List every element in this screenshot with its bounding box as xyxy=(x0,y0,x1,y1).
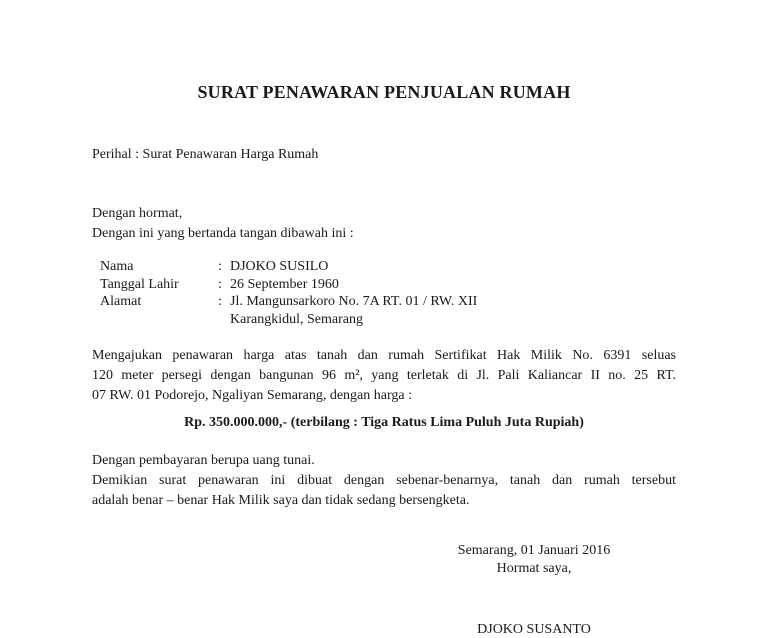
address-label: Alamat xyxy=(100,294,142,309)
offer-line-3: 07 RW. 01 Podorejo, Ngaliyan Semarang, dengan harga : xyxy=(92,388,412,403)
name-row xyxy=(100,258,477,276)
payment-line: Dengan pembayaran berupa uang tunai. xyxy=(92,453,315,468)
signature-name: DJOKO SUSANTO xyxy=(477,622,591,637)
offer-line-2: 120 meter persegi dengan bangunan 96 m², yang terletak di Jl. Pali Kaliancar II no. 25 RT. xyxy=(92,368,676,383)
closing-line-2: adalah benar – benar Hak Milik saya dan tidak sedang bersengketa. xyxy=(92,493,470,508)
name-label: Nama xyxy=(100,259,134,274)
greeting: Dengan hormat, xyxy=(92,206,183,221)
dob-label: Tanggal Lahir xyxy=(100,276,179,292)
offer-paragraph xyxy=(92,346,676,406)
letter-title: SURAT PENAWARAN PENJUALAN RUMAH xyxy=(197,82,571,102)
closing-line-1: Demikian surat penawaran ini dibuat dengan sebenar-benarnya, tanah dan rumah tersebut xyxy=(92,473,676,488)
name-value: DJOKO SUSILO xyxy=(230,259,329,274)
dob-row xyxy=(100,276,477,294)
intro-line: Dengan ini yang bertanda tangan dibawah ini : xyxy=(92,226,354,241)
identity-block xyxy=(100,258,477,328)
subject-line: Perihal : Surat Penawaran Harga Rumah xyxy=(92,147,319,162)
dob-colon: : xyxy=(218,276,222,292)
address-colon: : xyxy=(218,294,222,309)
offer-line-1: Mengajukan penawaran harga atas tanah dan rumah Sertifikat Hak Milik No. 6391 seluas xyxy=(92,348,676,363)
dob-value: 26 September 1960 xyxy=(230,276,339,292)
price-line: Rp. 350.000.000,- (terbilang : Tiga Ratus Lima Puluh Juta Rupiah) xyxy=(184,415,584,430)
address-value-line1: Jl. Mangunsarkoro No. 7A RT. 01 / RW. XII xyxy=(230,294,478,309)
address-row xyxy=(100,293,477,311)
closing-paragraph xyxy=(92,471,676,511)
address-row-2 xyxy=(100,311,477,329)
address-value-line2: Karangkidul, Semarang xyxy=(230,311,363,327)
name-colon: : xyxy=(218,259,222,274)
signature-place-date: Semarang, 01 Januari 2016 xyxy=(457,543,611,558)
signature-regards: Hormat saya, xyxy=(496,561,572,576)
